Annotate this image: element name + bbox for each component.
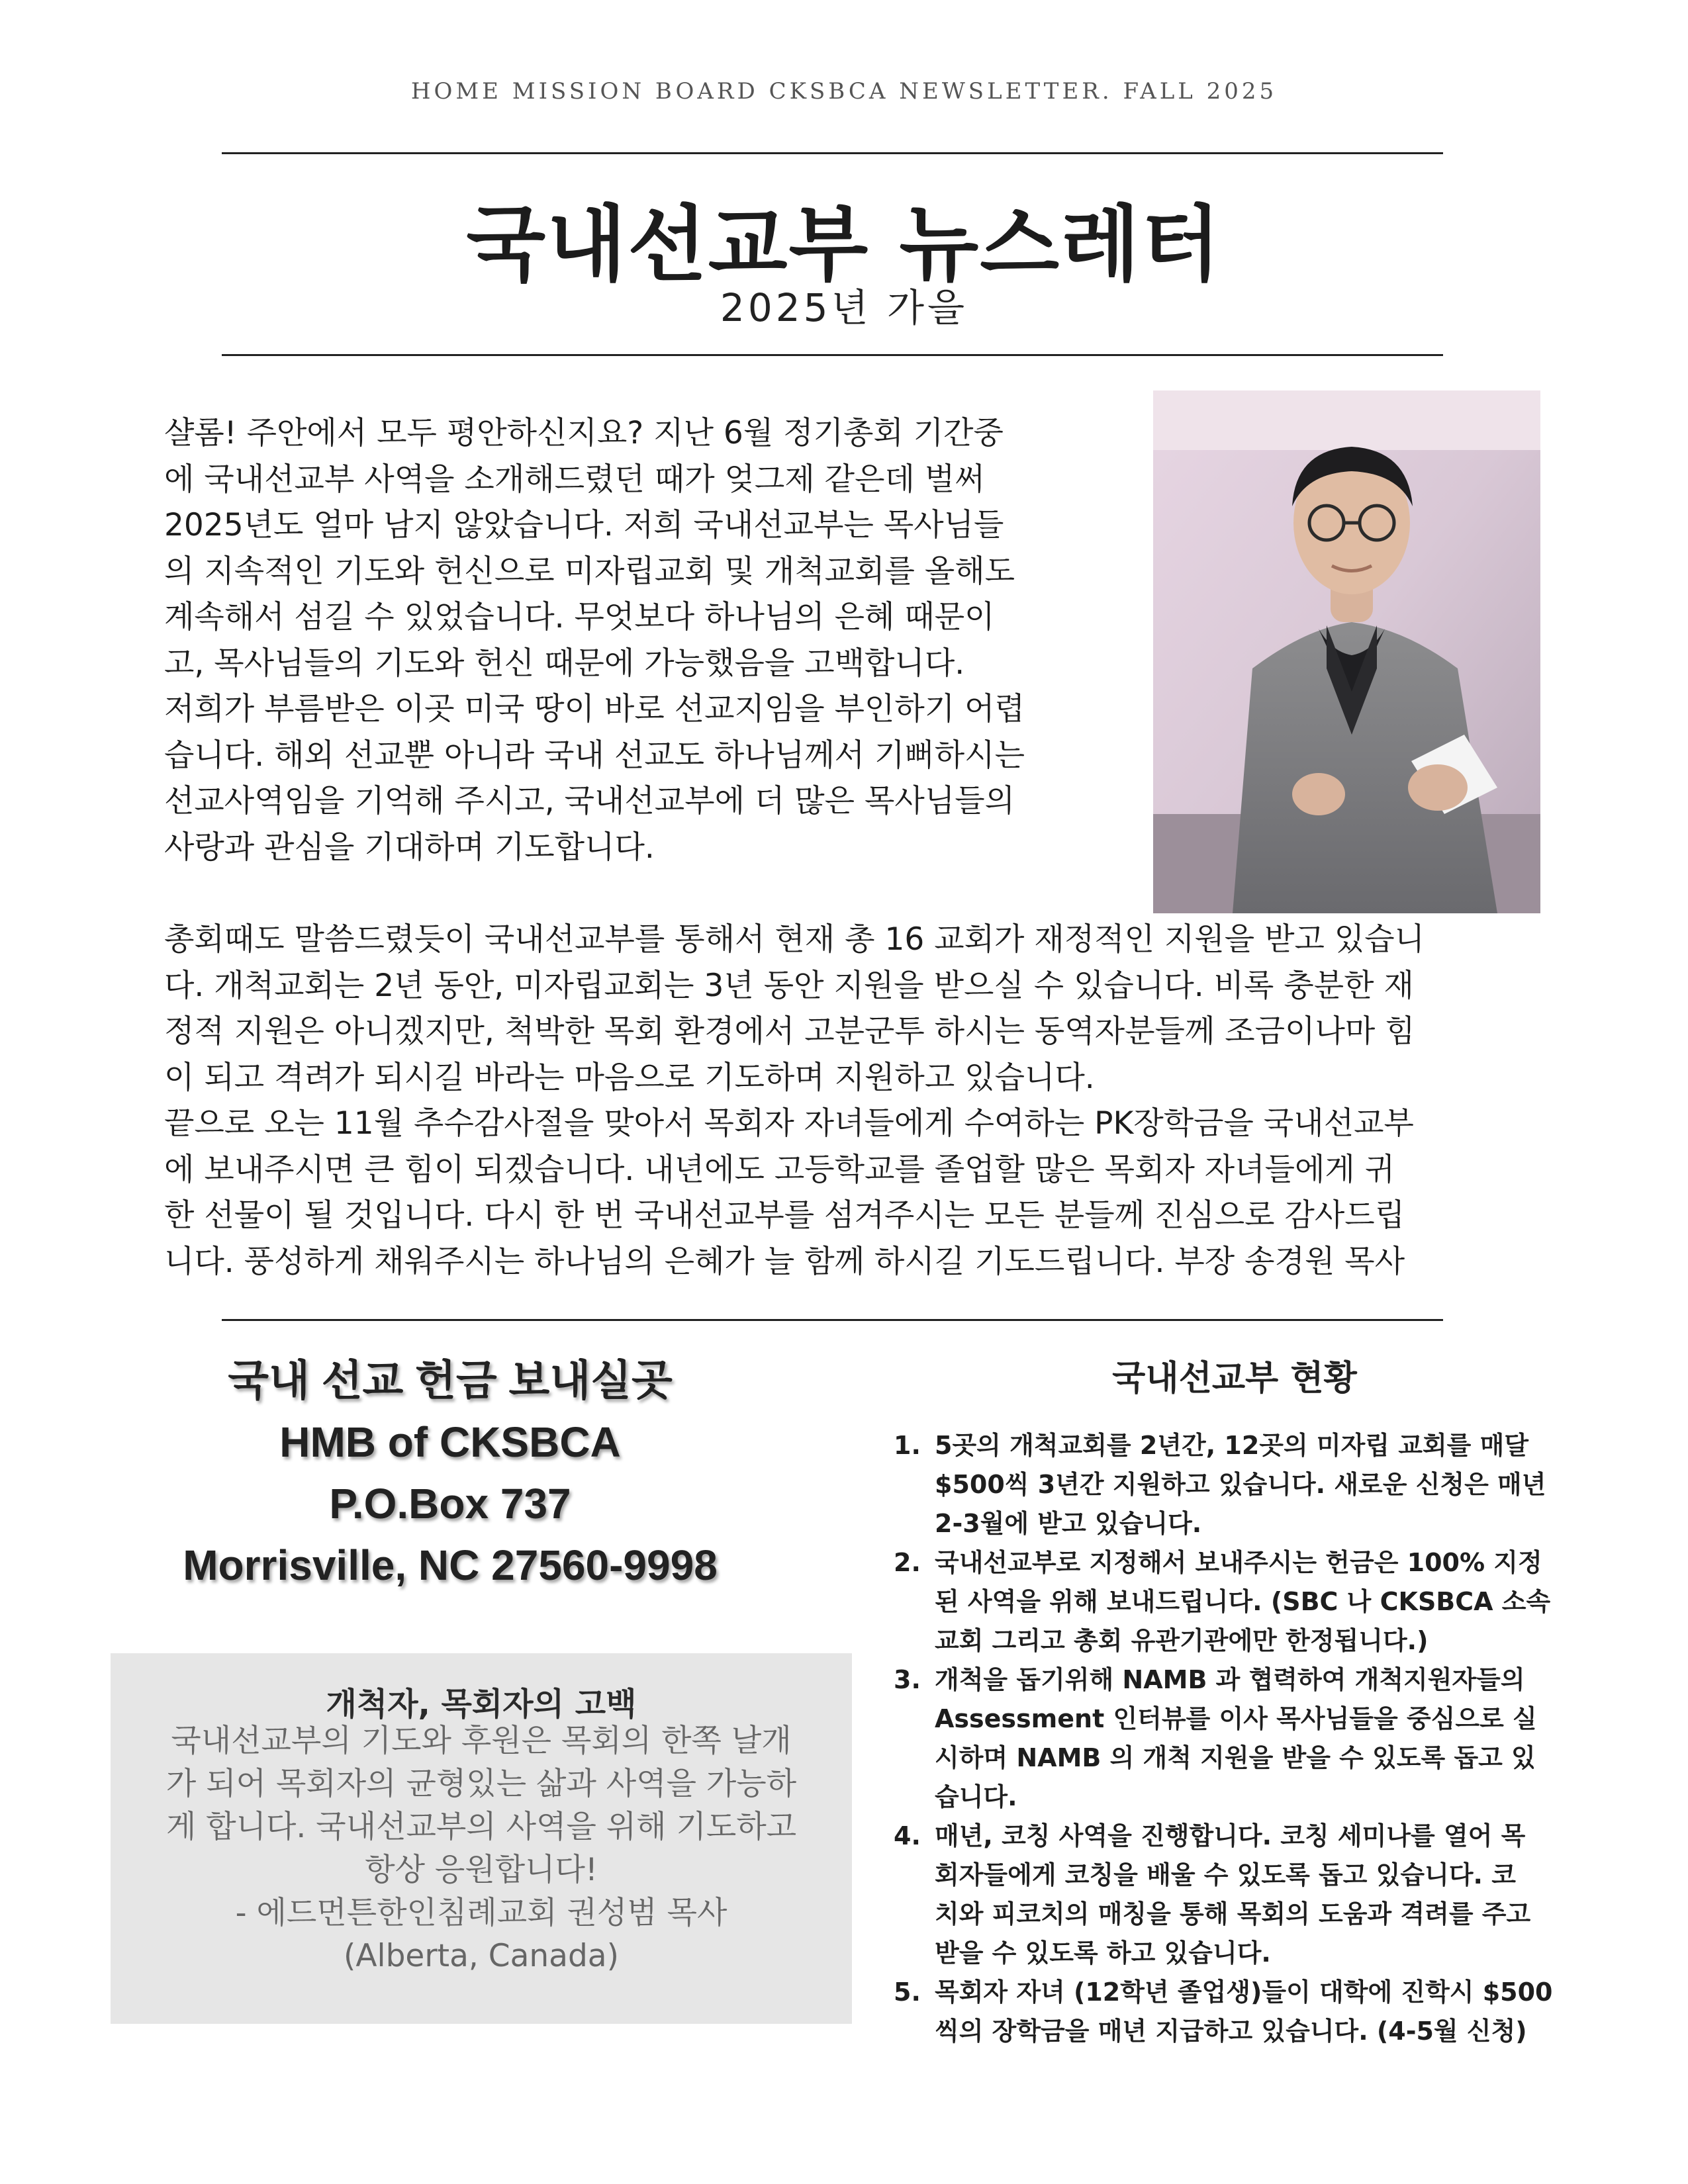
letter-line: 의 지속적인 기도와 헌신으로 미자립교회 및 개척교회를 올해도 <box>164 553 1015 590</box>
letter-line: 니다. 풍성하게 채워주시는 하나님의 은혜가 늘 함께 하시길 기도드립니다. 부장 송경원 목사 <box>164 1243 1405 1280</box>
status-item <box>894 1543 1609 1661</box>
letter-paragraph-1 <box>164 410 1025 870</box>
status-item-line: 5곳의 개척교회를 2년간, 12곳의 미자립 교회를 매달 <box>935 1431 1529 1460</box>
status-item-number: 1. <box>894 1431 921 1460</box>
status-item-line: 시하며 NAMB 의 개척 지원을 받을 수 있도록 돕고 있 <box>935 1743 1536 1772</box>
status-item-line: 치와 피코치의 매칭을 통해 목회의 도움과 격려를 주고 <box>935 1899 1531 1929</box>
status-item-line: 2-3월에 받고 있습니다. <box>935 1509 1202 1538</box>
status-item-line: 받을 수 있도록 하고 있습니다. <box>935 1938 1271 1968</box>
testimony-line: (Alberta, Canada) <box>344 1938 619 1974</box>
status-item-line: $500씩 3년간 지원하고 있습니다. 새로운 신청은 매년 <box>935 1470 1546 1499</box>
letter-line: 2025년도 얼마 남지 않았습니다. 저희 국내선교부는 목사님들 <box>164 507 1004 543</box>
letter-line: 에 보내주시면 큰 힘이 되겠습니다. 내년에도 고등학교를 졸업할 많은 목회자 자녀들에게 귀 <box>164 1151 1395 1188</box>
testimony-line: - 에드먼튼한인침례교회 권성범 목사 <box>235 1895 727 1931</box>
address-line: Morrisville, NC 27560-9998 <box>183 1541 718 1589</box>
testimony-line: 국내선교부의 기도와 후원은 목회의 한쪽 날개 <box>171 1723 792 1759</box>
letter-line: 다. 개척교회는 2년 동안, 미자립교회는 3년 동안 지원을 받으실 수 있습니다. 비록 충분한 재 <box>164 967 1414 1004</box>
letter-line: 사랑과 관심을 기대하며 기도합니다. <box>164 829 655 866</box>
letter-paragraph-2 <box>164 917 1425 1285</box>
address-line: HMB of CKSBCA <box>279 1418 621 1466</box>
letter-line: 계속해서 섬길 수 있었습니다. 무엇보다 하나님의 은혜 때문이 <box>164 599 995 635</box>
header-bottom-rule <box>222 354 1443 356</box>
header-top-rule <box>222 152 1443 154</box>
status-item-number: 3. <box>894 1665 921 1694</box>
status-item-line: 회자들에게 코칭을 배울 수 있도록 돕고 있습니다. 코 <box>935 1860 1516 1889</box>
status-item <box>894 1973 1609 2051</box>
page-subtitle: 2025년 가을 <box>720 285 968 330</box>
donation-address <box>113 1350 788 1596</box>
status-item-number: 4. <box>894 1821 921 1850</box>
status-list <box>894 1426 1609 2051</box>
status-item <box>894 1661 1609 1817</box>
letter-line: 정적 지원은 아니겠지만, 척박한 목회 환경에서 고분군투 하시는 동역자분들께 조금이나마 힘 <box>164 1013 1415 1050</box>
status-item <box>894 1817 1609 1973</box>
letter-line: 에 국내선교부 사역을 소개해드렸던 때가 엊그제 같은데 벌써 <box>164 461 985 498</box>
status-item-number: 5. <box>894 1978 921 2007</box>
testimony-line: 항상 응원합니다! <box>365 1852 598 1888</box>
testimony-line: 가 되어 목회자의 균형있는 삶과 사역을 가능하 <box>165 1766 797 1802</box>
address-line: P.O.Box 737 <box>329 1480 571 1527</box>
status-item <box>894 1426 1609 1543</box>
status-item-line: 매년, 코칭 사역을 진행합니다. 코칭 세미나를 열어 목 <box>935 1821 1526 1850</box>
page-title: 국내선교부 뉴스레터 <box>466 197 1222 293</box>
person-portrait-photo-icon <box>1153 390 1540 913</box>
status-item-line: 교회 그리고 총회 유관기관에만 한정됩니다.) <box>935 1626 1429 1655</box>
status-item-number: 2. <box>894 1548 921 1577</box>
letter-line: 총회때도 말씀드렸듯이 국내선교부를 통해서 현재 총 16 교회가 재정적인 지원을 받고 있습니 <box>164 921 1425 958</box>
testimony-box <box>111 1653 852 2024</box>
letter-line: 끝으로 오는 11월 추수감사절을 맞아서 목회자 자녀들에게 수여하는 PK장학금을 국내선교부 <box>164 1105 1414 1142</box>
status-item-line: 목회자 자녀 (12학년 졸업생)들이 대학에 진학시 $500 <box>935 1978 1553 2007</box>
letter-line: 선교사역임을 기억해 주시고, 국내선교부에 더 많은 목사님들의 <box>164 783 1015 819</box>
status-item-line: 개척을 돕기위해 NAMB 과 협력하여 개척지원자들의 <box>935 1665 1525 1694</box>
status-item-line: 된 사역을 위해 보내드립니다. (SBC 나 CKSBCA 소속 <box>935 1587 1551 1616</box>
letter-line: 한 선물이 될 것입니다. 다시 한 번 국내선교부를 섬겨주시는 모든 분들께 진심으로 감사드립 <box>164 1197 1405 1234</box>
letter-line: 습니다. 해외 선교뿐 아니라 국내 선교도 하나님께서 기뻐하시는 <box>164 737 1025 774</box>
status-item-line: 씩의 장학금을 매년 지급하고 있습니다. (4-5월 신청) <box>935 2017 1527 2046</box>
letter-line: 고, 목사님들의 기도와 헌신 때문에 가능했음을 고백합니다. <box>164 645 965 682</box>
status-title: 국내선교부 현황 <box>1112 1359 1357 1398</box>
letter-line: 저희가 부름받은 이곳 미국 땅이 바로 선교지임을 부인하기 어렵 <box>164 691 1025 727</box>
status-item-line: Assessment 인터뷰를 이사 목사님들을 중심으로 실 <box>935 1704 1537 1733</box>
status-item-line: 습니다. <box>935 1782 1017 1811</box>
address-line: 국내 선교 헌금 보내실곳 <box>228 1357 673 1404</box>
testimony-line: 게 합니다. 국내선교부의 사역을 위해 기도하고 <box>165 1809 797 1845</box>
letter-line: 샬롬! 주안에서 모두 평안하신지요? 지난 6월 정기총회 기간중 <box>164 415 1004 451</box>
section-divider-rule <box>222 1319 1443 1321</box>
pastor-photo <box>1153 390 1540 913</box>
status-item-line: 국내선교부로 지정해서 보내주시는 헌금은 100% 지정 <box>935 1548 1542 1577</box>
letter-line: 이 되고 격려가 되시길 바라는 마음으로 기도하며 지원하고 있습니다. <box>164 1059 1095 1096</box>
testimony-text <box>111 1719 852 1978</box>
testimony-title: 개척자, 목회자의 고백 <box>326 1686 637 1723</box>
newsletter-eyebrow: HOME MISSION BOARD CKSBCA NEWSLETTER. FALL 2025 <box>410 78 1278 105</box>
